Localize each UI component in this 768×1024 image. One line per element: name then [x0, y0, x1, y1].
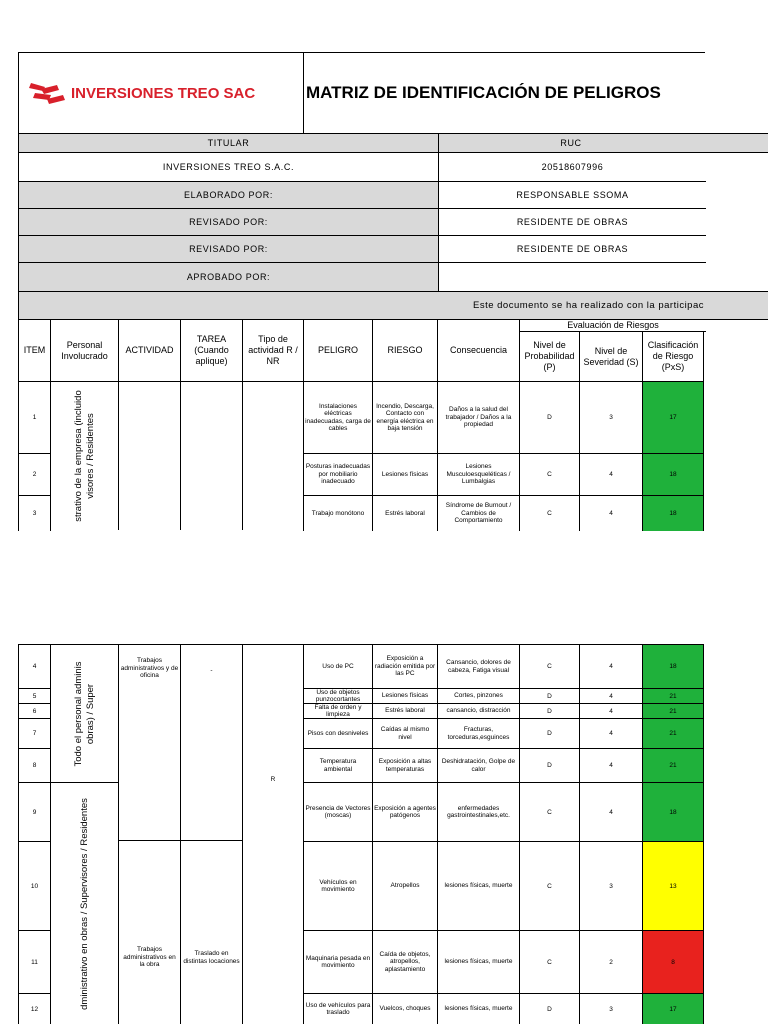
- row-2-s: 4: [579, 453, 643, 496]
- row-10-s: 3: [579, 841, 643, 931]
- col-tarea: TAREA (Cuando aplique): [180, 319, 243, 382]
- participation-note-text: Este documento se ha realizado con la participac: [472, 300, 704, 311]
- row-1-riesgo: Incendio, Descarga, Contacto con energía eléctrica en baja tensión: [372, 381, 438, 454]
- row-5-consecuencia: Cortes, pinzones: [437, 688, 520, 704]
- ruc-value: 20518607996: [438, 152, 706, 182]
- row-4-peligro: Uso de PC: [303, 644, 373, 689]
- row-11-p: C: [519, 930, 580, 994]
- title-cell: [303, 52, 705, 134]
- row-9-item: 9: [18, 782, 51, 842]
- row-2-ps: 18: [642, 453, 704, 496]
- row-3-riesgo: Estrés laboral: [372, 495, 438, 531]
- document-page-2: [0, 560, 768, 1024]
- row-9-p: C: [519, 782, 580, 842]
- row-2-consecuencia: Lesiones Musculoesqueléticas / Lumbalgias: [437, 453, 520, 496]
- row-3-s: 4: [579, 495, 643, 531]
- row-12-riesgo: Vuelcos, choques: [372, 993, 438, 1024]
- row-11-s: 2: [579, 930, 643, 994]
- row-10-riesgo: Atropellos: [372, 841, 438, 931]
- col-riesgo: RIESGO: [372, 319, 438, 382]
- row-1-ps: 17: [642, 381, 704, 454]
- row-6-p: D: [519, 703, 580, 719]
- row-8-s: 4: [579, 748, 643, 783]
- row-7-riesgo: Caídas al mismo nivel: [372, 718, 438, 749]
- row-7-s: 4: [579, 718, 643, 749]
- row-9-peligro: Presencia de Vectores (moscas): [303, 782, 373, 842]
- row-8-item: 8: [18, 748, 51, 783]
- personal-group-b-label: dministrativo en obras / Supervisores / Residentes: [78, 797, 90, 1010]
- col-tipo: Tipo de actividad R / NR: [242, 319, 304, 382]
- row-7-p: D: [519, 718, 580, 749]
- personal-group-b-cell: [50, 782, 119, 1024]
- row-9-s: 4: [579, 782, 643, 842]
- logo-cell: [18, 52, 304, 134]
- revisado2-value: RESIDENTE DE OBRAS: [438, 235, 706, 263]
- col-actividad: ACTIVIDAD: [118, 319, 181, 382]
- row-1-item: 1: [18, 381, 51, 454]
- row-12-peligro: Uso de vehículos para traslado: [303, 993, 373, 1024]
- actividad-cell: [118, 381, 181, 530]
- row-1-consecuencia: Daños a la salud del trabajador / Daños a la propiedad: [437, 381, 520, 454]
- row-5-item: 5: [18, 688, 51, 704]
- col-item: ITEM: [18, 319, 51, 382]
- tarea-a-cell: -: [180, 644, 243, 841]
- row-5-p: D: [519, 688, 580, 704]
- actividad-b-cell: Trabajos administrativos en la obra: [118, 840, 181, 1024]
- col-personal: Personal Involucrado: [50, 319, 119, 382]
- row-8-p: D: [519, 748, 580, 783]
- row-11-ps: 8: [642, 930, 704, 994]
- page-title: MATRIZ DE IDENTIFICACIÓN DE PELIGROS: [306, 83, 661, 102]
- actividad-a-cell: Trabajos administrativos y de oficina: [118, 644, 181, 841]
- aprobado-label: APROBADO POR:: [18, 262, 439, 292]
- tipo-cell: [242, 381, 304, 530]
- company-logo-icon: [27, 79, 67, 107]
- row-9-riesgo: Exposición a agentes patógenos: [372, 782, 438, 842]
- row-8-peligro: Temperatura ambiental: [303, 748, 373, 783]
- row-1-peligro: Instalaciones eléctricas inadecuadas, carga de cables: [303, 381, 373, 454]
- row-11-peligro: Maquinaria pesada en movimiento: [303, 930, 373, 994]
- row-6-ps: 21: [642, 703, 704, 719]
- row-7-ps: 21: [642, 718, 704, 749]
- row-4-p: C: [519, 644, 580, 689]
- personal-group-label: strativo de la empresa (incluido visores / Residentes: [72, 390, 96, 522]
- col-clasificacion: Clasificación de Riesgo (PxS): [642, 331, 704, 382]
- titular-label: TITULAR: [18, 133, 439, 153]
- row-4-ps: 18: [642, 644, 704, 689]
- tipo-r-cell: R: [242, 644, 304, 1024]
- elaborado-value: RESPONSABLE SSOMA: [438, 181, 706, 209]
- row-1-p: D: [519, 381, 580, 454]
- col-probabilidad: Nivel de Probabilidad (P): [519, 331, 580, 382]
- row-5-ps: 21: [642, 688, 704, 704]
- row-9-ps: 18: [642, 782, 704, 842]
- personal-group-a-cell: [50, 644, 119, 783]
- row-7-item: 7: [18, 718, 51, 749]
- row-6-riesgo: Estrés laboral: [372, 703, 438, 719]
- elaborado-label: ELABORADO POR:: [18, 181, 439, 209]
- row-6-peligro: Falta de orden y limpieza: [303, 703, 373, 719]
- row-7-consecuencia: Fracturas, torceduras,esguinces: [437, 718, 520, 749]
- row-3-ps: 18: [642, 495, 704, 531]
- row-1-s: 3: [579, 381, 643, 454]
- tarea-cell: [180, 381, 243, 530]
- row-11-riesgo: Caída de objetos, atropellos, aplastamiento: [372, 930, 438, 994]
- row-12-ps: 17: [642, 993, 704, 1024]
- personal-group-a-label: Todo el personal adminis obras) / Super: [72, 660, 96, 767]
- col-consecuencia: Consecuencia: [437, 319, 520, 382]
- tarea-b-cell: Traslado en distintas locaciones: [180, 840, 243, 1024]
- row-8-ps: 21: [642, 748, 704, 783]
- row-12-s: 3: [579, 993, 643, 1024]
- personal-group-cell: [50, 381, 119, 530]
- row-5-s: 4: [579, 688, 643, 704]
- row-3-consecuencia: Síndrome de Burnout / Cambios de Comportamiento: [437, 495, 520, 531]
- row-4-item: 4: [18, 644, 51, 689]
- row-10-peligro: Vehículos en movimiento: [303, 841, 373, 931]
- row-8-consecuencia: Deshidratación, Golpe de calor: [437, 748, 520, 783]
- company-logo-text: INVERSIONES TREO SAC: [71, 84, 256, 102]
- row-12-consecuencia: lesiones físicas, muerte: [437, 993, 520, 1024]
- row-6-s: 4: [579, 703, 643, 719]
- row-8-riesgo: Exposición a altas temperaturas: [372, 748, 438, 783]
- row-5-riesgo: Lesiones físicas: [372, 688, 438, 704]
- row-2-p: C: [519, 453, 580, 496]
- row-10-item: 10: [18, 841, 51, 931]
- row-10-ps: 13: [642, 841, 704, 931]
- participation-note: [18, 291, 768, 320]
- row-7-peligro: Pisos con desniveles: [303, 718, 373, 749]
- col-peligro: PELIGRO: [303, 319, 373, 382]
- row-2-peligro: Posturas inadecuadas por mobiliario inadecuado: [303, 453, 373, 496]
- row-6-item: 6: [18, 703, 51, 719]
- row-3-peligro: Trabajo monótono: [303, 495, 373, 531]
- row-9-consecuencia: enfermedades gastrointestinales,etc.: [437, 782, 520, 842]
- row-11-item: 11: [18, 930, 51, 994]
- row-5-peligro: Uso de objetos punzocortantes: [303, 688, 373, 704]
- row-3-item: 3: [18, 495, 51, 531]
- row-4-s: 4: [579, 644, 643, 689]
- row-2-item: 2: [18, 453, 51, 496]
- row-10-p: C: [519, 841, 580, 931]
- row-10-consecuencia: lesiones físicas, muerte: [437, 841, 520, 931]
- row-12-item: 12: [18, 993, 51, 1024]
- row-3-p: C: [519, 495, 580, 531]
- revisado1-label: REVISADO POR:: [18, 208, 439, 236]
- titular-value: INVERSIONES TREO S.A.C.: [18, 152, 439, 182]
- revisado2-label: REVISADO POR:: [18, 235, 439, 263]
- aprobado-value: [438, 262, 706, 292]
- col-evaluacion: Evaluación de Riesgos: [519, 319, 706, 332]
- ruc-label: RUC: [438, 133, 768, 153]
- col-severidad: Nivel de Severidad (S): [579, 331, 643, 382]
- row-4-consecuencia: Cansancio, dolores de cabeza, Fatiga visual: [437, 644, 520, 689]
- row-11-consecuencia: lesiones físicas, muerte: [437, 930, 520, 994]
- row-6-consecuencia: cansancio, distracción: [437, 703, 520, 719]
- row-12-p: D: [519, 993, 580, 1024]
- row-4-riesgo: Exposición a radiación emitida por las PC: [372, 644, 438, 689]
- row-2-riesgo: Lesiones físicas: [372, 453, 438, 496]
- revisado1-value: RESIDENTE DE OBRAS: [438, 208, 706, 236]
